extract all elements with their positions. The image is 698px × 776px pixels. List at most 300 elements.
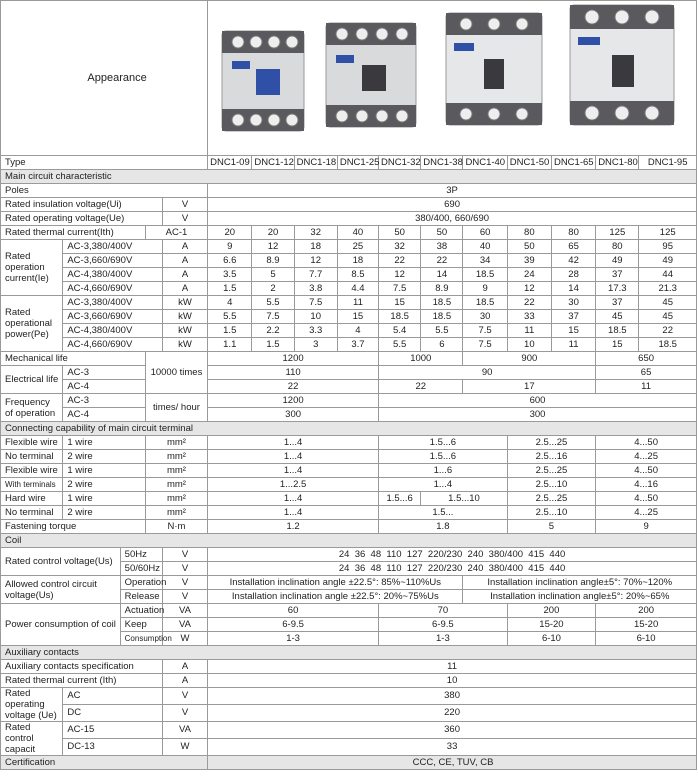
row-label: Rated thermal current (Ith) <box>1 674 163 688</box>
category-cell: Keep <box>120 618 162 632</box>
unit-cell: mm² <box>145 506 207 520</box>
value-cell: 4 <box>337 324 378 338</box>
value-cell: 18 <box>337 254 378 268</box>
connect-row <box>1 450 697 464</box>
unit-cell: V <box>162 198 207 212</box>
value-cell: 5.5 <box>252 296 294 310</box>
value-cell: 4...16 <box>596 478 697 492</box>
value-cell: 65 <box>596 366 697 380</box>
value-cell: 6-10 <box>596 632 697 646</box>
value-cell: 18.5 <box>596 324 639 338</box>
row-value: Installation inclination angle ±22.5°: 20%~75%Us <box>208 590 463 604</box>
value-cell: 37 <box>551 310 595 324</box>
model-cell: DNC1-40 <box>463 156 507 170</box>
op-power-row <box>1 296 697 310</box>
value-cell: 200 <box>507 604 595 618</box>
value-cell: 15 <box>596 338 639 352</box>
category-cell: AC-1 <box>145 226 207 240</box>
value-cell: 40 <box>463 240 507 254</box>
value-cell: 2.5...10 <box>507 506 595 520</box>
value-cell: 1000 <box>379 352 463 366</box>
value-cell: 12 <box>252 240 294 254</box>
certification-row <box>1 756 697 770</box>
value-cell: 20 <box>208 226 252 240</box>
row-value: 24 36 48 110 127 220/230 240 380/400 415 440 <box>208 548 697 562</box>
contactor-image-large <box>446 13 542 125</box>
insulation-row <box>1 198 697 212</box>
row-value: 33 <box>208 739 697 756</box>
value-cell: 3.8 <box>294 282 337 296</box>
value-cell: 38 <box>421 240 463 254</box>
unit-cell: mm² <box>145 492 207 506</box>
unit-cell: V <box>162 705 207 722</box>
value-cell: 1...4 <box>379 478 508 492</box>
op-current-row <box>1 254 697 268</box>
value-cell: 1.1 <box>208 338 252 352</box>
unit-cell: A <box>162 282 207 296</box>
value-cell: 37 <box>596 296 639 310</box>
model-cell: DNC1-80 <box>596 156 639 170</box>
value-cell: 45 <box>639 310 697 324</box>
allowed-voltage-row <box>1 576 697 590</box>
aux-voltage-row <box>1 688 697 705</box>
value-cell: 18.5 <box>421 310 463 324</box>
value-cell: 1.8 <box>379 520 508 534</box>
value-cell: 15-20 <box>596 618 697 632</box>
value-cell: 3.3 <box>294 324 337 338</box>
category-cell: AC-4,660/690V <box>63 338 163 352</box>
value-cell: 18.5 <box>639 338 697 352</box>
category-cell: AC-4 <box>63 408 145 422</box>
unit-cell: VA <box>162 604 207 618</box>
category-cell: AC-15 <box>63 722 163 739</box>
torque-row <box>1 520 697 534</box>
value-cell: 4 <box>208 296 252 310</box>
row-label: No terminal <box>1 506 63 520</box>
value-cell: 650 <box>596 352 697 366</box>
value-cell: 12 <box>294 254 337 268</box>
category-cell: AC-3,380/400V <box>63 240 163 254</box>
value-cell: 1.5 <box>208 282 252 296</box>
op-power-row <box>1 324 697 338</box>
row-label: Rated operation current(Ie) <box>1 240 63 296</box>
value-cell: 60 <box>208 604 379 618</box>
value-cell: 15 <box>337 310 378 324</box>
category-cell: AC-3,660/690V <box>63 254 163 268</box>
category-cell: 50Hz <box>120 548 162 562</box>
category-cell: AC-3,380/400V <box>63 296 163 310</box>
value-cell: 6 <box>421 338 463 352</box>
unit-cell: V <box>162 590 207 604</box>
connect-row <box>1 478 697 492</box>
row-label: Fastening torque <box>1 520 146 534</box>
row-label: Rated control capacit <box>1 722 63 756</box>
row-label: Flexible wire <box>1 464 63 478</box>
row-value: Installation inclination angle±5°: 70%~120% <box>463 576 697 590</box>
value-cell: 18.5 <box>421 296 463 310</box>
row-value: 380/400, 660/690 <box>208 212 697 226</box>
row-label: Rated operating voltage (Ue) <box>1 688 63 722</box>
value-cell: 1.5... <box>379 506 508 520</box>
model-cell: DNC1-50 <box>507 156 551 170</box>
category-cell: 50/60Hz <box>120 562 162 576</box>
unit-cell: kW <box>162 338 207 352</box>
row-value: 220 <box>208 705 697 722</box>
mech-life-row <box>1 352 697 366</box>
row-label: Mechanical life <box>1 352 146 366</box>
value-cell: 22 <box>421 254 463 268</box>
contactor-image-xlarge <box>570 5 674 125</box>
value-cell: 18.5 <box>463 296 507 310</box>
section-title: Connecting capability of main circuit terminal <box>1 422 697 436</box>
value-cell: 10 <box>507 338 551 352</box>
appearance-row <box>1 1 697 156</box>
category-cell: DC <box>63 705 163 722</box>
category-cell: 2 wire <box>63 450 145 464</box>
unit-cell: A <box>162 674 207 688</box>
row-label: Rated thermal current(Ith) <box>1 226 146 240</box>
model-cell: DNC1-12 <box>252 156 294 170</box>
value-cell: 80 <box>596 240 639 254</box>
row-label: Poles <box>1 184 208 198</box>
value-cell: 22 <box>208 380 379 394</box>
connect-row <box>1 506 697 520</box>
op-current-row <box>1 268 697 282</box>
category-cell: AC-4,660/690V <box>63 282 163 296</box>
model-cell: DNC1-18 <box>294 156 337 170</box>
contactor-image-small <box>222 31 304 131</box>
unit-cell: V <box>162 548 207 562</box>
value-cell: 60 <box>463 226 507 240</box>
value-cell: 11 <box>337 296 378 310</box>
category-cell: AC-4,380/400V <box>63 268 163 282</box>
value-cell: 18.5 <box>463 268 507 282</box>
value-cell: 1-3 <box>208 632 379 646</box>
row-label: Auxiliary contacts specification <box>1 660 163 674</box>
category-cell: 2 wire <box>63 478 145 492</box>
frequency-row <box>1 408 697 422</box>
value-cell: 45 <box>639 296 697 310</box>
row-label: Rated operational power(Pe) <box>1 296 63 352</box>
poles-row <box>1 184 697 198</box>
unit-cell: W <box>162 632 207 646</box>
value-cell: 70 <box>379 604 508 618</box>
value-cell: 5.5 <box>379 338 421 352</box>
value-cell: 49 <box>596 254 639 268</box>
model-cell: DNC1-95 <box>639 156 697 170</box>
value-cell: 5.5 <box>208 310 252 324</box>
section-title: Coil <box>1 534 697 548</box>
value-cell: 12 <box>379 268 421 282</box>
value-cell: 21.3 <box>639 282 697 296</box>
category-cell: AC-3 <box>63 366 145 380</box>
value-cell: 37 <box>596 268 639 282</box>
value-cell: 5.5 <box>421 324 463 338</box>
connect-row <box>1 464 697 478</box>
value-cell: 200 <box>596 604 697 618</box>
value-cell: 32 <box>294 226 337 240</box>
unit-cell: 10000 times <box>145 352 207 394</box>
value-cell: 30 <box>463 310 507 324</box>
category-cell: 1 wire <box>63 492 145 506</box>
value-cell: 3.5 <box>208 268 252 282</box>
value-cell: 80 <box>507 226 551 240</box>
value-cell: 2.5...25 <box>507 436 595 450</box>
value-cell: 40 <box>337 226 378 240</box>
value-cell: 17 <box>463 380 596 394</box>
op-current-row <box>1 240 697 254</box>
value-cell: 11 <box>596 380 697 394</box>
unit-cell: A <box>162 660 207 674</box>
aux-capacity-row <box>1 739 697 756</box>
value-cell: 125 <box>596 226 639 240</box>
value-cell: 32 <box>379 240 421 254</box>
value-cell: 7.5 <box>252 310 294 324</box>
category-cell: Release <box>120 590 162 604</box>
value-cell: 2.5...16 <box>507 450 595 464</box>
unit-cell: V <box>162 576 207 590</box>
value-cell: 17.3 <box>596 282 639 296</box>
value-cell: 7.7 <box>294 268 337 282</box>
value-cell: 1...2.5 <box>208 478 379 492</box>
section-title: Main circuit characteristic <box>1 170 697 184</box>
category-cell: 2 wire <box>63 506 145 520</box>
row-value: 24 36 48 110 127 220/230 240 380/400 415 440 <box>208 562 697 576</box>
section-connect <box>1 422 697 436</box>
elec-life-row <box>1 380 697 394</box>
value-cell: 110 <box>208 366 379 380</box>
value-cell: 14 <box>551 282 595 296</box>
value-cell: 6.6 <box>208 254 252 268</box>
value-cell: 2.5...25 <box>507 464 595 478</box>
value-cell: 1.5 <box>252 338 294 352</box>
row-value: 11 <box>208 660 697 674</box>
aux-capacity-row <box>1 722 697 739</box>
unit-cell: A <box>162 240 207 254</box>
value-cell: 5 <box>252 268 294 282</box>
value-cell: 15 <box>379 296 421 310</box>
row-value: CCC, CE, TUV, CB <box>208 756 697 770</box>
row-label: Allowed control circuit voltage(Us) <box>1 576 121 604</box>
row-value: 380 <box>208 688 697 705</box>
value-cell: 11 <box>551 338 595 352</box>
value-cell: 22 <box>379 380 463 394</box>
value-cell: 8.5 <box>337 268 378 282</box>
unit-cell: kW <box>162 310 207 324</box>
value-cell: 90 <box>379 366 596 380</box>
value-cell: 30 <box>551 296 595 310</box>
value-cell: 49 <box>639 254 697 268</box>
model-cell: DNC1-38 <box>421 156 463 170</box>
value-cell: 44 <box>639 268 697 282</box>
value-cell: 3 <box>294 338 337 352</box>
category-cell: Consumption <box>120 632 162 646</box>
row-value: 690 <box>208 198 697 212</box>
value-cell: 18.5 <box>379 310 421 324</box>
value-cell: 5 <box>507 520 595 534</box>
connect-row <box>1 492 697 506</box>
value-cell: 1.5...6 <box>379 492 421 506</box>
value-cell: 1...4 <box>208 506 379 520</box>
category-cell: DC-13 <box>63 739 163 756</box>
unit-cell: VA <box>162 722 207 739</box>
contactor-image-medium <box>326 23 416 127</box>
section-aux <box>1 646 697 660</box>
category-cell: Actuation <box>120 604 162 618</box>
model-cell: DNC1-25 <box>337 156 378 170</box>
unit-cell: VA <box>162 618 207 632</box>
value-cell: 50 <box>379 226 421 240</box>
row-value: 10 <box>208 674 697 688</box>
category-cell: Operation <box>120 576 162 590</box>
row-value: Installation inclination angle ±22.5°: 85%~110%Us <box>208 576 463 590</box>
value-cell: 2 <box>252 282 294 296</box>
row-label: Electrical life <box>1 366 63 394</box>
unit-cell: mm² <box>145 478 207 492</box>
value-cell: 33 <box>507 310 551 324</box>
value-cell: 9 <box>463 282 507 296</box>
value-cell: 34 <box>463 254 507 268</box>
value-cell: 42 <box>551 254 595 268</box>
value-cell: 22 <box>379 254 421 268</box>
row-value: Installation inclination angle±5°: 20%~65% <box>463 590 697 604</box>
value-cell: 6-9.5 <box>208 618 379 632</box>
value-cell: 900 <box>463 352 596 366</box>
value-cell: 39 <box>507 254 551 268</box>
category-cell: AC-4 <box>63 380 145 394</box>
value-cell: 1200 <box>208 394 379 408</box>
value-cell: 4.4 <box>337 282 378 296</box>
value-cell: 7.5 <box>379 282 421 296</box>
op-power-row <box>1 338 697 352</box>
row-label: No terminal <box>1 450 63 464</box>
thermal-row <box>1 226 697 240</box>
value-cell: 300 <box>379 408 697 422</box>
value-cell: 1.5...10 <box>421 492 507 506</box>
model-cell: DNC1-32 <box>379 156 421 170</box>
section-coil <box>1 534 697 548</box>
unit-cell: kW <box>162 324 207 338</box>
unit-cell: A <box>162 254 207 268</box>
value-cell: 45 <box>596 310 639 324</box>
value-cell: 1...4 <box>208 464 379 478</box>
category-cell: AC <box>63 688 163 705</box>
category-cell: AC-3,660/690V <box>63 310 163 324</box>
row-label: Frequency of operation <box>1 394 63 422</box>
aux-thermal-row <box>1 674 697 688</box>
value-cell: 4...50 <box>596 464 697 478</box>
value-cell: 2.2 <box>252 324 294 338</box>
unit-cell: V <box>162 212 207 226</box>
value-cell: 1...4 <box>208 450 379 464</box>
value-cell: 80 <box>551 226 595 240</box>
value-cell: 9 <box>596 520 697 534</box>
value-cell: 4...50 <box>596 492 697 506</box>
value-cell: 1...4 <box>208 492 379 506</box>
coil-power-row <box>1 604 697 618</box>
value-cell: 24 <box>507 268 551 282</box>
row-value: 3P <box>208 184 697 198</box>
row-label: With terminals <box>1 478 63 492</box>
row-label: Power consumption of coil <box>1 604 121 646</box>
type-row <box>1 156 697 170</box>
appearance-label: Appearance <box>1 1 208 156</box>
value-cell: 1.5...6 <box>379 436 508 450</box>
value-cell: 65 <box>551 240 595 254</box>
value-cell: 14 <box>421 268 463 282</box>
row-label: Hard wire <box>1 492 63 506</box>
category-cell: AC-3 <box>63 394 145 408</box>
value-cell: 1.2 <box>208 520 379 534</box>
elec-life-row <box>1 366 697 380</box>
value-cell: 4...50 <box>596 436 697 450</box>
value-cell: 125 <box>639 226 697 240</box>
value-cell: 2.5...10 <box>507 478 595 492</box>
value-cell: 7.5 <box>463 324 507 338</box>
unit-cell: A <box>162 268 207 282</box>
value-cell: 4...25 <box>596 506 697 520</box>
value-cell: 5.4 <box>379 324 421 338</box>
value-cell: 15-20 <box>507 618 595 632</box>
frequency-row <box>1 394 697 408</box>
category-cell: 1 wire <box>63 464 145 478</box>
unit-cell: kW <box>162 296 207 310</box>
value-cell: 3.7 <box>337 338 378 352</box>
value-cell: 50 <box>421 226 463 240</box>
unit-cell: V <box>162 688 207 705</box>
op-current-row <box>1 282 697 296</box>
product-photos <box>208 1 697 156</box>
value-cell: 1-3 <box>379 632 508 646</box>
section-title: Auxiliary contacts <box>1 646 697 660</box>
section-main <box>1 170 697 184</box>
value-cell: 4...25 <box>596 450 697 464</box>
value-cell: 50 <box>507 240 551 254</box>
value-cell: 20 <box>252 226 294 240</box>
value-cell: 7.5 <box>294 296 337 310</box>
unit-cell: mm² <box>145 450 207 464</box>
connect-row <box>1 436 697 450</box>
type-label: Type <box>1 156 208 170</box>
value-cell: 15 <box>551 324 595 338</box>
value-cell: 25 <box>337 240 378 254</box>
value-cell: 1...4 <box>208 436 379 450</box>
unit-cell: mm² <box>145 464 207 478</box>
value-cell: 10 <box>294 310 337 324</box>
unit-cell: mm² <box>145 436 207 450</box>
value-cell: 6-9.5 <box>379 618 508 632</box>
row-label: Rated control voltage(Us) <box>1 548 121 576</box>
value-cell: 8.9 <box>421 282 463 296</box>
value-cell: 8.9 <box>252 254 294 268</box>
value-cell: 9 <box>208 240 252 254</box>
row-label: Rated operating voltage(Ue) <box>1 212 163 226</box>
unit-cell: V <box>162 562 207 576</box>
category-cell: AC-4,380/400V <box>63 324 163 338</box>
row-label: Flexible wire <box>1 436 63 450</box>
row-label: Rated insulation voltage(Ui) <box>1 198 163 212</box>
op-voltage-row <box>1 212 697 226</box>
value-cell: 18 <box>294 240 337 254</box>
value-cell: 2.5...25 <box>507 492 595 506</box>
value-cell: 28 <box>551 268 595 282</box>
unit-cell: W <box>162 739 207 756</box>
value-cell: 1...6 <box>379 464 508 478</box>
value-cell: 95 <box>639 240 697 254</box>
value-cell: 600 <box>379 394 697 408</box>
value-cell: 22 <box>639 324 697 338</box>
value-cell: 22 <box>507 296 551 310</box>
